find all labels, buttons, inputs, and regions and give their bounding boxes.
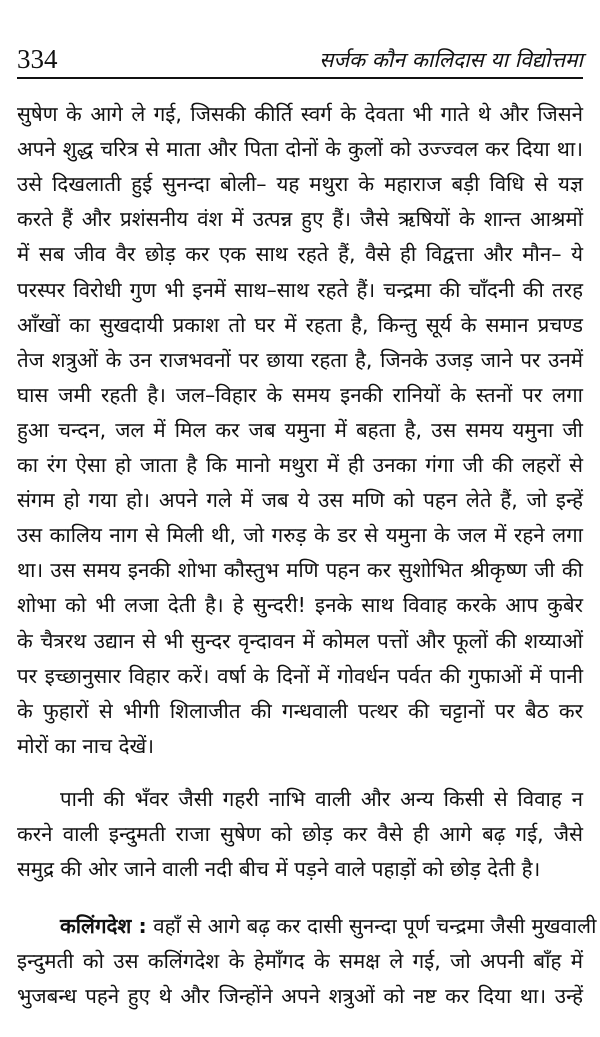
text-line: करने वाली इन्दुमती राजा सुषेण को छोड़ कर वैसे ही आगे बढ़ गई, जैसे <box>17 822 583 847</box>
text-line: पर इच्छानुसार विहार करें। वर्षा के दिनों में गोवर्धन पर्वत की गुफाओं में पानी <box>17 663 583 688</box>
page-number: 334 <box>17 44 58 74</box>
line-text: वहाँ से आगे बढ़ कर दासी सुनन्दा पूर्ण चन्द्रमा जैसी मुखवाली <box>153 914 597 938</box>
section-heading: कलिंगदेश : <box>60 914 147 938</box>
text-line: तेज शत्रुओं के उन राजभवनों पर छाया रहता है, जिनके उजड़ जाने पर उनमें <box>17 347 583 372</box>
text-line: अपने शुद्ध चरित्र से माता और पिता दोनों के कुलों को उज्ज्वल कर दिया था। <box>17 137 583 162</box>
text-line: इन्दुमती को उस कलिंगदेश के हेमाँगद के समक्ष ले गई, जो अपनी बाँह में <box>17 949 583 974</box>
text-line: उसे दिखलाती हुई सुनन्दा बोली– यह मथुरा के महाराज बड़ी विधि से यज्ञ <box>17 172 583 197</box>
text-line: के फुहारों से भीगी शिलाजीत की गन्धवाली पत्थर की चट्टानों पर बैठ कर <box>17 698 583 723</box>
text-line: सुषेण के आगे ले गई, जिसकी कीर्ति स्वर्ग के देवता भी गाते थे और जिसने <box>17 102 583 126</box>
text-line: भुजबन्ध पहने हुए थे और जिन्होंने अपने शत्रुओं को नष्ट कर दिया था। उन्हें <box>17 984 583 1009</box>
text-line: संगम हो गया हो। अपने गले में जब ये उस मणि को पहन लेते हैं, जो इन्हें <box>17 488 583 513</box>
text-line: में सब जीव वैर छोड़ कर एक साथ रहते हैं, वैसे ही विद्वत्ता और मौन– ये <box>17 242 583 267</box>
text-line: परस्पर विरोधी गुण भी इनमें साथ–साथ रहते हैं। चन्द्रमा की चाँदनी की तरह <box>17 277 583 302</box>
text-line: समुद्र की ओर जाने वाली नदी बीच में पड़ने वाले पहाड़ों को छोड़ देती है। <box>17 857 541 882</box>
text-line: घास जमी रहती है। जल–विहार के समय इनकी रानियों के स्तनों पर लगा <box>17 382 583 407</box>
text-line: करते हैं और प्रशंसनीय वंश में उत्पन्न हुए हैं। जैसे ऋषियों के शान्त आश्रमों <box>17 207 583 232</box>
text-line: था। उस समय इनकी शोभा कौस्तुभ मणि पहन कर सुशोभित श्रीकृष्ण जी की <box>17 558 583 583</box>
text-line: शोभा को भी लजा देती है। हे सुन्दरी! इनके साथ विवाह करके आप कुबेर <box>17 593 583 618</box>
text-line: हुआ चन्दन, जल में मिल कर जब यमुना में बहता है, उस समय यमुना जी <box>17 417 583 442</box>
header-rule <box>17 77 583 79</box>
text-line: आँखों का सुखदायी प्रकाश तो घर में रहता है, किन्तु सूर्य के समान प्रचण्ड <box>17 312 583 337</box>
text-line <box>60 912 597 940</box>
text-line: का रंग ऐसा हो जाता है कि मानो मथुरा में ही उनका गंगा जी की लहरों से <box>17 453 583 477</box>
text-line: मोरों का नाच देखें। <box>17 733 154 758</box>
running-title: सर्जक कौन कालिदास या विद्योत्तमा <box>319 48 583 72</box>
text-line: उस कालिय नाग से मिली थी, जो गरुड़ के डर से यमुना के जल में रहने लगा <box>17 523 583 548</box>
text-line: के चैत्ररथ उद्यान से भी सुन्दर वृन्दावन में कोमल पत्तों और फूलों की शय्याओं <box>17 628 583 653</box>
text-line: पानी की भँवर जैसी गहरी नाभि वाली और अन्य किसी से विवाह न <box>60 787 583 811</box>
